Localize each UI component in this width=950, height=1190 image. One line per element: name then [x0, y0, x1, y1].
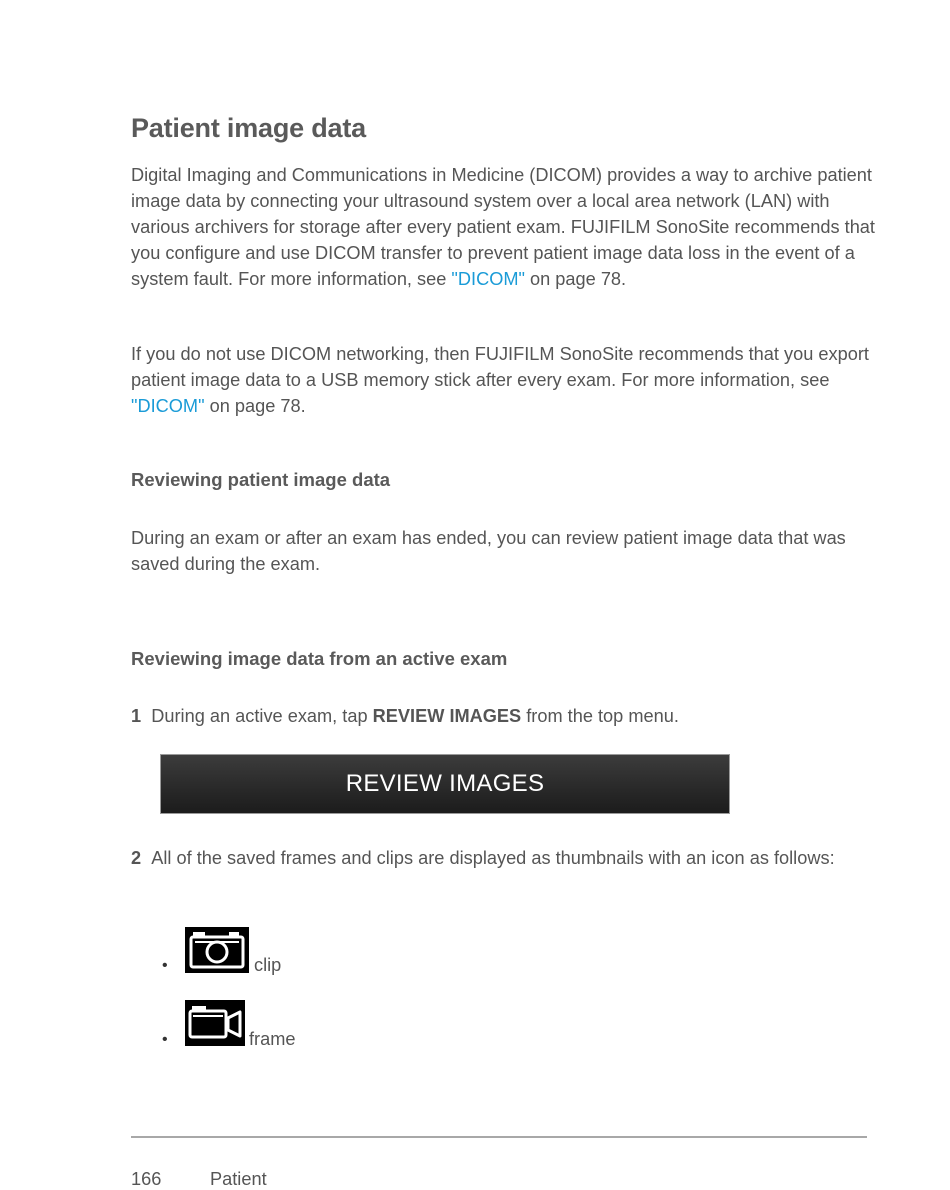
footer-divider — [131, 1136, 867, 1138]
intro-paragraph-2 — [131, 341, 891, 419]
reviewing-body: During an exam or after an exam has ended, you can review patient image data that was saved during the exam. — [131, 528, 846, 574]
reviewing-heading: Reviewing patient image data — [131, 469, 391, 490]
video-camera-icon — [185, 1000, 245, 1046]
step-1-post: from the top menu. — [521, 706, 679, 726]
step-1-number: 1 — [131, 706, 142, 726]
intro-p1-tail: on page 78. — [524, 269, 627, 289]
dicom-link-1[interactable]: "DICOM" — [451, 269, 525, 289]
review-images-button[interactable] — [160, 754, 730, 814]
intro-p1-text: Digital Imaging and Communications in Medicine (DICOM) provides a way to archive patient image data by connecting your ultrasound system over a local area network (LAN) with various archivers for storage after every patient exam. FUJIFILM SonoSite recommends that you configure and use DICOM transfer to prevent patient image data loss in the event of a system fault. For more information, see — [131, 165, 875, 289]
dicom-link-2[interactable]: "DICOM" — [131, 396, 205, 416]
step-1 — [131, 703, 851, 729]
step-2 — [131, 845, 851, 871]
footer-section: Patient — [210, 1169, 267, 1189]
step-2-number: 2 — [131, 848, 142, 868]
bullet-label-frame: frame — [249, 1029, 296, 1049]
intro-paragraph-1 — [131, 162, 891, 292]
bullet-dot: • — [162, 1031, 168, 1048]
page-title: Patient image data — [131, 113, 366, 143]
intro-p2-tail: on page 78. — [204, 396, 306, 416]
step-1-bold: REVIEW IMAGES — [372, 706, 522, 726]
active-exam-heading: Reviewing image data from an active exam — [131, 648, 508, 669]
intro-p2-text: If you do not use DICOM networking, then FUJIFILM SonoSite recommends that you export patient image data to a USB memory stick after every exam. For more information, see — [131, 344, 869, 390]
bullet-label-clip: clip — [254, 955, 282, 975]
step-1-pre: During an active exam, tap — [151, 706, 373, 726]
step-2-text: All of the saved frames and clips are displayed as thumbnails with an icon as follows: — [151, 848, 835, 868]
review-images-button-label: REVIEW IMAGES — [345, 770, 545, 797]
camera-icon — [185, 927, 249, 973]
bullet-dot: • — [162, 957, 168, 974]
footer-page-number: 166 — [131, 1169, 162, 1189]
